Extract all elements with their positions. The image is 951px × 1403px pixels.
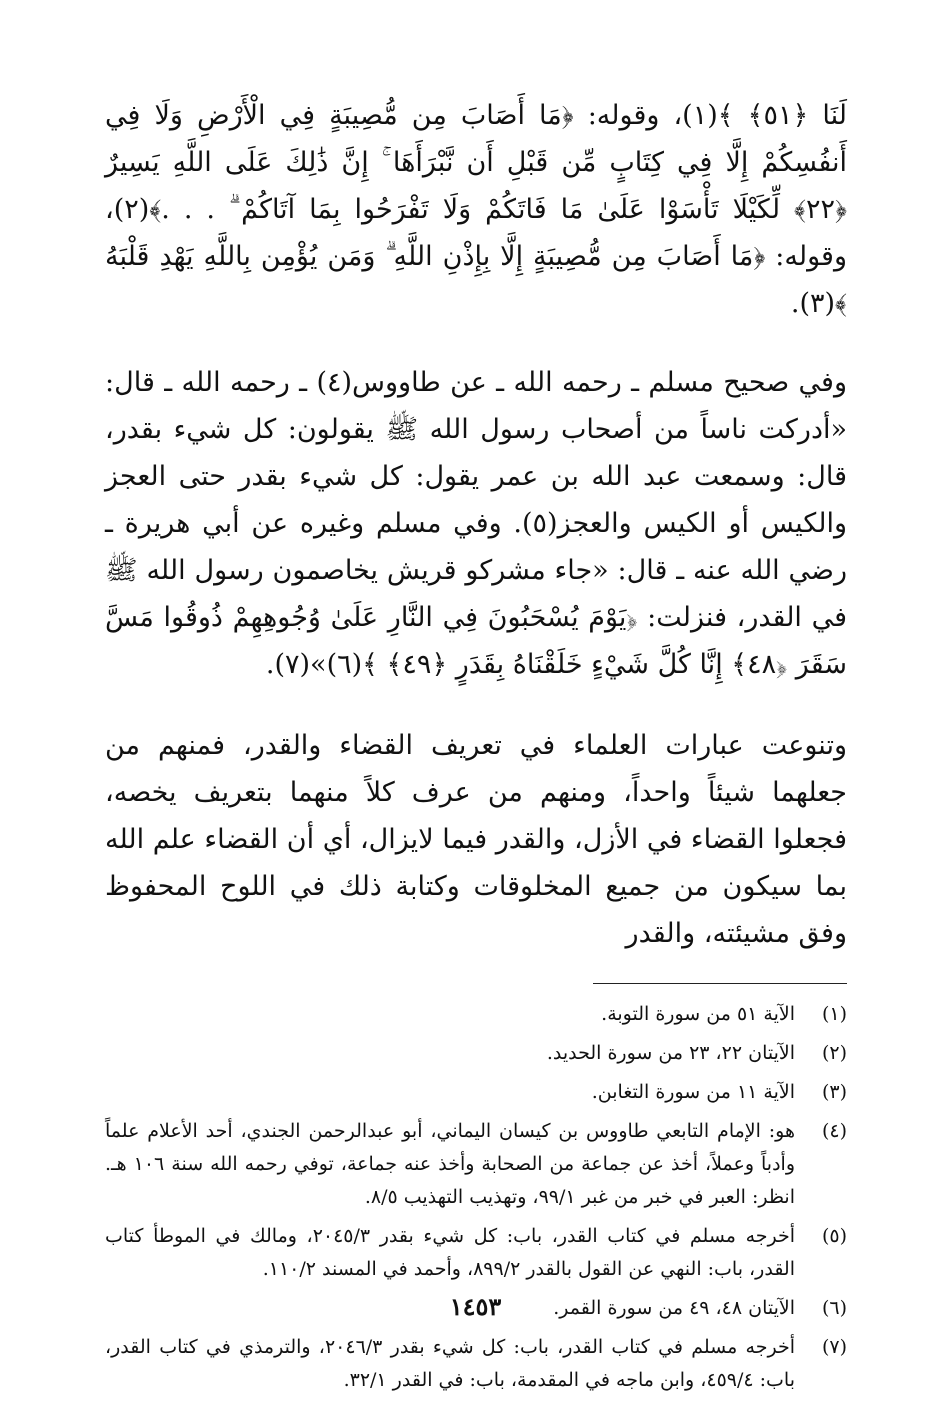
paragraph-hadith: وفي صحيح مسلم ـ رحمه الله ـ عن طاووس(٤) ـ رحمه الله ـ قال: «أدركت ناساً من أصحاب رسول الله ﷺ يقولون: كل شيء بقدر، قال: وسمعت عبد الله بن عمر يقول: كل شيء بقدر حتى العجز والكيس أو الكيس والعجز(٥). وفي مسلم وغيره عن أبي هريرة ـ رضي الله عنه ـ قال: «جاء مشركو قريش يخاصمون رسول الله ﷺ في القدر، فنزلت: ﴿يَوْمَ يُسْحَبُونَ فِي النَّارِ عَلَىٰ وُجُوهِهِمْ ذُوقُوا مَسَّ سَقَرَ ﴿٤٨﴾ إِنَّا كُلَّ شَيْءٍ خَلَقْنَاهُ بِقَدَرٍ ﴿٤٩﴾ ﴾(٦)»(٧). <box>105 367 847 680</box>
footnote-1 <box>105 998 847 1031</box>
footnote-text: الآية ١١ من سورة التغابن. <box>591 1081 795 1103</box>
footnote-7 <box>105 1331 847 1397</box>
footnote-number: (٥) <box>821 1225 847 1247</box>
footnote-number: (٣) <box>821 1081 847 1103</box>
footnote-4 <box>105 1115 847 1214</box>
footnote-5 <box>105 1220 847 1286</box>
footnote-text: الآية ٥١ من سورة التوبة. <box>601 1003 795 1025</box>
footnote-text: الآيتان ٢٢، ٢٣ من سورة الحديد. <box>546 1042 795 1064</box>
footnote-number: (٤) <box>821 1120 847 1142</box>
footnote-number: (٧) <box>821 1336 847 1358</box>
footnote-text: هو: الإمام التابعي طاووس بن كيسان اليماني، أبو عبدالرحمن الجندي، أحد الأعلام علماً وأدباً وعملاً، أخذ عن جماعة من الصحابة وأخذ عنه جماعة، توفي رحمه الله سنة ١٠٦ هـ. انظر: العبر في خبر من غبر ٩٩/١، وتهذيب التهذيب ٨/٥. <box>105 1120 795 1208</box>
footnote-number: (٦) <box>821 1297 847 1319</box>
footnote-number: (١) <box>821 1003 847 1025</box>
paragraph-quran-verses: لَنَا ﴿٥١﴾ ﴾(١)، وقوله: ﴿مَا أَصَابَ مِن مُّصِيبَةٍ فِي الْأَرْضِ وَلَا فِي أَنفُسِكُمْ إِلَّا فِي كِتَابٍ مِّن قَبْلِ أَن نَّبْرَأَهَا ۚ إِنَّ ذَٰلِكَ عَلَى اللَّهِ يَسِيرٌ ﴿٢٢﴾ لِّكَيْلَا تَأْسَوْا عَلَىٰ مَا فَاتَكُمْ وَلَا تَفْرَحُوا بِمَا آتَاكُمْ ۗ . . .﴾(٢)، وقوله: ﴿مَا أَصَابَ مِن مُّصِيبَةٍ إِلَّا بِإِذْنِ اللَّهِ ۗ وَمَن يُؤْمِن بِاللَّهِ يَهْدِ قَلْبَهُ ﴾(٣). <box>105 100 847 319</box>
paragraph-definitions: وتنوعت عبارات العلماء في تعريف القضاء والقدر، فمنهم من جعلهما شيئاً واحداً، ومنهم من عرف كلاً منهما بتعريف يخصه، فجعلوا القضاء في الأزل، والقدر فيما لايزال، أي أن القضاء علم الله بما سيكون من جميع المخلوقات وكتابة ذلك في اللوح المحفوظ وفق مشيئته، والقدر <box>105 730 847 949</box>
footnote-separator <box>593 983 847 984</box>
footnote-text: الآيتان ٤٨، ٤٩ من سورة القمر. <box>553 1297 795 1319</box>
footnotes <box>105 998 847 1397</box>
footnote-2 <box>105 1037 847 1070</box>
footnote-number: (٢) <box>821 1042 847 1064</box>
footnote-text: أخرجه مسلم في كتاب القدر، باب: كل شيء بقدر ٢٠٤٥/٣، ومالك في الموطأ كتاب القدر، باب: النهي عن القول بالقدر ٨٩٩/٢، وأحمد في المسند ١١٠/٢. <box>105 1225 796 1280</box>
footnote-text: أخرجه مسلم في كتاب القدر، باب: كل شيء بقدر ٢٠٤٦/٣، والترمذي في كتاب القدر، باب: ٤٥٩/٤، وابن ماجه في المقدمة، باب: في القدر ٣٢/١. <box>105 1336 796 1391</box>
page-number: ١٤٥٣ <box>449 1292 502 1321</box>
footnote-3 <box>105 1076 847 1109</box>
page-body <box>105 92 847 1403</box>
